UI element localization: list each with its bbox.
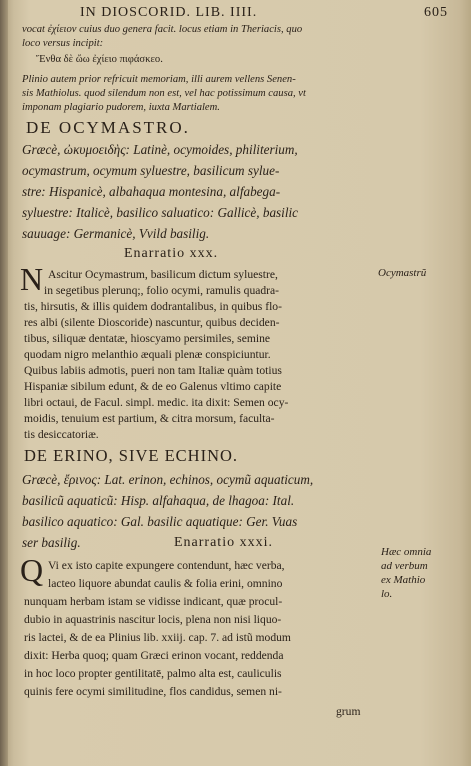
drop-cap: Q	[20, 552, 44, 588]
catchword: grum	[336, 705, 361, 718]
body-line: quodam nigro melanthio æquali plenæ conspiciuntur.	[24, 348, 271, 361]
body-line: Vi ex isto capite expungere contendunt, hæc verba,	[48, 559, 285, 572]
margin-note-line: lo.	[381, 588, 393, 600]
section-title-ocymastro: DE OCYMASTRO.	[26, 118, 190, 137]
synonym-line: stre: Hispanicè, albahaqua montesina, alfabega-	[22, 184, 281, 199]
body-line: in hoc loco propter gentilitatē, palmo alta est, cauliculis	[24, 667, 282, 680]
margin-note-line: ad verbum	[381, 560, 428, 572]
margin-note-ocymastro: Ocymastrũ	[378, 267, 427, 279]
greek-verse: Ἔνθα δὲ ὤω ἐχίειο πιφάσκεο.	[36, 54, 163, 65]
running-title: IN DIOSCORID. LIB. IIII.	[80, 5, 258, 20]
synonym-line: syluestre: Italicè, basilico saluatico: Gallicè, basilic	[22, 205, 299, 220]
page-gutter-edge	[0, 0, 8, 766]
intro-line: loco versus incipit:	[22, 38, 104, 49]
section-title-erino: DE ERINO, SIVE ECHINO.	[24, 446, 239, 465]
margin-note-line: ex Mathio	[381, 574, 426, 586]
intro-line: Plinio autem prior refricuit memoriam, illi aurem vellens Senen-	[22, 74, 296, 85]
narratio-heading: Enarratio xxx.	[124, 246, 219, 261]
page-number: 605	[424, 5, 448, 20]
body-line: tis, hirsutis, & illis quidem dodrantalibus, in quibus flo-	[24, 300, 282, 313]
body-line: Hispaniæ sibilum edunt, & de eo Galenus vltimo capite	[24, 380, 282, 393]
body-line: Ascitur Ocymastrum, basilicum dictum syluestre,	[48, 268, 278, 281]
body-line: tibus, siliquæ dentatæ, hioscyamo persimiles, semine	[24, 332, 271, 345]
body-line: ris lactei, & de ea Plinius lib. xxiij. cap. 7. ad istũ modum	[24, 631, 291, 644]
body-line: res albi (silente Dioscoride) nascuntur, quibus deciden-	[24, 316, 280, 329]
drop-cap: N	[20, 261, 44, 297]
narratio-heading: Enarratio xxxi.	[174, 535, 273, 550]
intro-line: imponam plagiario pudorem, iuxta Martialem.	[22, 102, 220, 113]
intro-line: vocat ἐχίειον cuius duo genera facit. locus etiam in Theriacis, quo	[22, 24, 303, 35]
body-line: tis desiccatoriæ.	[24, 428, 99, 441]
synonym-line: basilicũ aquaticũ: Hisp. alfahaqua, de lhagoa: Ital.	[22, 493, 295, 508]
body-line: lacteo liquore abundat caulis & folia erini, omnino	[48, 577, 283, 590]
synonym-line: basilico aquatico: Gal. basilic aquatique: Ger. Vuas	[22, 514, 298, 529]
synonym-line: Græcè, ὠκυμοειδὴς: Latinè, ocymoides, philiterium,	[22, 142, 298, 157]
synonym-line: Græcè, ἔρινος: Lat. erinon, echinos, ocymũ aquaticum,	[22, 472, 314, 487]
margin-note-line: Hæc omnia	[381, 546, 432, 558]
body-line: nunquam herbam istam se vidisse indicant, quæ procul-	[24, 595, 283, 608]
body-line: quinis fere ocymi similitudine, flos candidus, semen ni-	[24, 685, 282, 698]
synonym-line: ser basilig.	[22, 535, 81, 550]
synonym-line: ocymastrum, ocymum syluestre, basilicum sylue-	[22, 163, 280, 178]
body-line: dixit: Herba quoq; quam Græci erinon vocant, reddenda	[24, 649, 284, 662]
body-line: libri octaui, de Facul. simpl. medic. ita dixit: Semen ocy-	[24, 396, 289, 409]
intro-line: sis Mathiolus. quod silendum non est, vel hac potissimum causa, vt	[22, 88, 306, 99]
body-line: in segetibus plerunq;, folio ocymi, ramulis quadra-	[44, 284, 280, 297]
body-line: Quibus labiis admotis, pueri non tam Italiæ quàm totius	[24, 364, 282, 377]
synonym-line: sauuage: Germanicè, Vvild basilig.	[22, 226, 210, 241]
body-line: dubio in aquastrinis nascitur locis, plena non nisi liquo-	[24, 613, 282, 626]
body-line: moidis, tenuium est partium, & citra morsum, faculta-	[24, 412, 275, 425]
